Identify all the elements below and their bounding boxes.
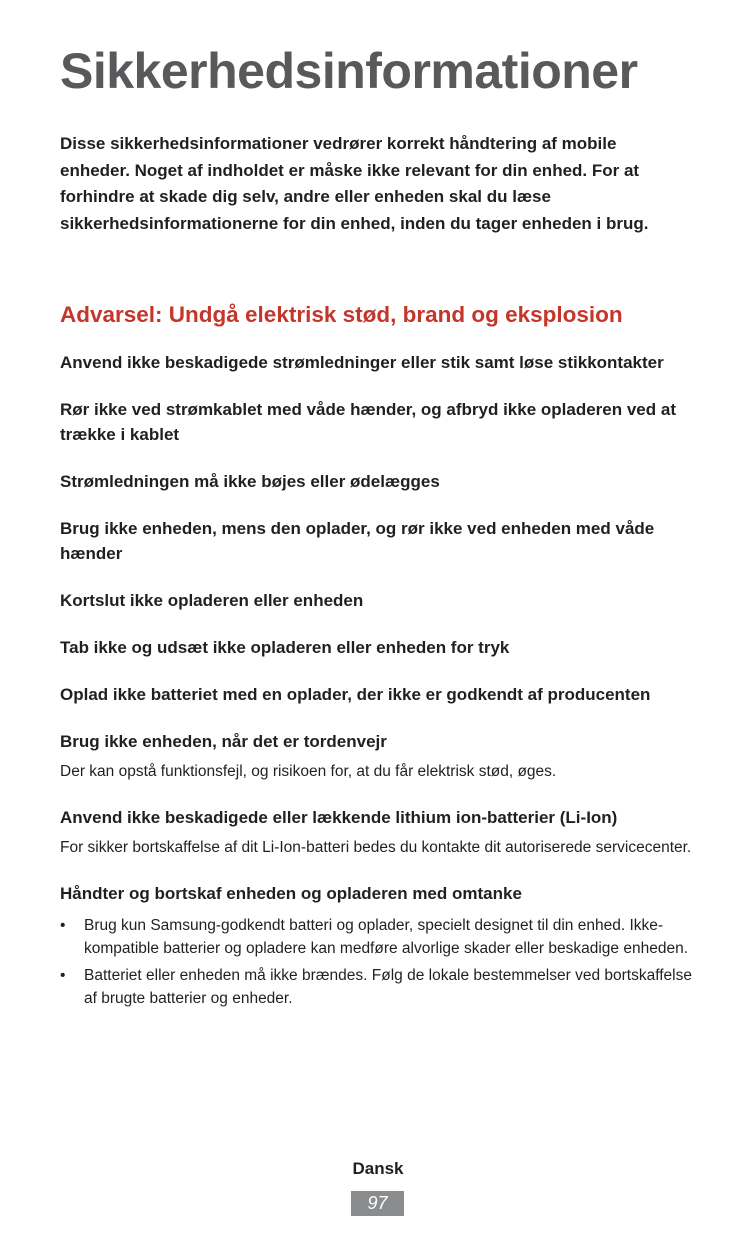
page-title: Sikkerhedsinformationer	[60, 43, 638, 99]
bullet-icon: •	[60, 967, 66, 984]
item-heading: Kortslut ikke opladeren eller enheden	[60, 591, 364, 610]
safety-item	[60, 881, 700, 1010]
item-heading: Anvend ikke beskadigede strømledninger eller stik samt løse stikkontakter	[60, 353, 664, 372]
safety-item	[60, 469, 700, 494]
safety-item	[60, 805, 700, 859]
list-item	[60, 964, 700, 1010]
list-item	[60, 914, 700, 960]
intro-paragraph: Disse sikkerhedsinformationer vedrører korrekt håndtering af mobile enheder. Noget af indholdet er måske ikke relevant for din enhed. For at forhindre at skade dig selv, andre eller enheden skal du læse sikkerhedsinformationerne for din enhed, inden du tager enheden i brug.	[60, 134, 649, 233]
safety-item	[60, 729, 700, 783]
safety-item	[60, 588, 700, 613]
safety-item	[60, 635, 700, 660]
list-item-text: Brug kun Samsung-godkendt batteri og oplader, specielt designet til din enhed. Ikke-kompatible batterier og opladere kan medføre alvorlige skader eller beskadige enheden.	[84, 917, 689, 957]
item-heading: Brug ikke enheden, når det er tordenvejr	[60, 732, 387, 751]
safety-item	[60, 397, 700, 447]
item-body: For sikker bortskaffelse af dit Li-Ion-batteri bedes du kontakte dit autoriserede servicecenter.	[60, 839, 692, 856]
bullet-icon: •	[60, 917, 66, 934]
item-heading: Rør ikke ved strømkablet med våde hænder, og afbryd ikke opladeren ved at trække i kablet	[60, 400, 676, 444]
item-body: Der kan opstå funktionsfejl, og risikoen for, at du får elektrisk stød, øges.	[60, 763, 557, 780]
safety-item	[60, 516, 700, 566]
item-heading: Brug ikke enheden, mens den oplader, og rør ikke ved enheden med våde hænder	[60, 519, 655, 563]
bullet-list	[60, 914, 700, 1010]
page-number: 97	[351, 1191, 404, 1216]
footer-language: Dansk	[352, 1159, 404, 1178]
warning-heading: Advarsel: Undgå elektrisk stød, brand og eksplosion	[60, 302, 623, 327]
item-heading: Strømledningen må ikke bøjes eller ødelægges	[60, 472, 440, 491]
item-heading: Anvend ikke beskadigede eller lækkende lithium ion-batterier (Li-Ion)	[60, 808, 618, 827]
safety-item	[60, 350, 700, 375]
safety-item	[60, 682, 700, 707]
list-item-text: Batteriet eller enheden må ikke brændes. Følg de lokale bestemmelser ved bortskaffelse af brugte batterier og enheder.	[84, 967, 692, 1007]
item-heading: Oplad ikke batteriet med en oplader, der ikke er godkendt af producenten	[60, 685, 651, 704]
safety-sections	[60, 350, 700, 1014]
item-heading: Håndter og bortskaf enheden og opladeren med omtanke	[60, 884, 522, 903]
item-heading: Tab ikke og udsæt ikke opladeren eller enheden for tryk	[60, 638, 510, 657]
